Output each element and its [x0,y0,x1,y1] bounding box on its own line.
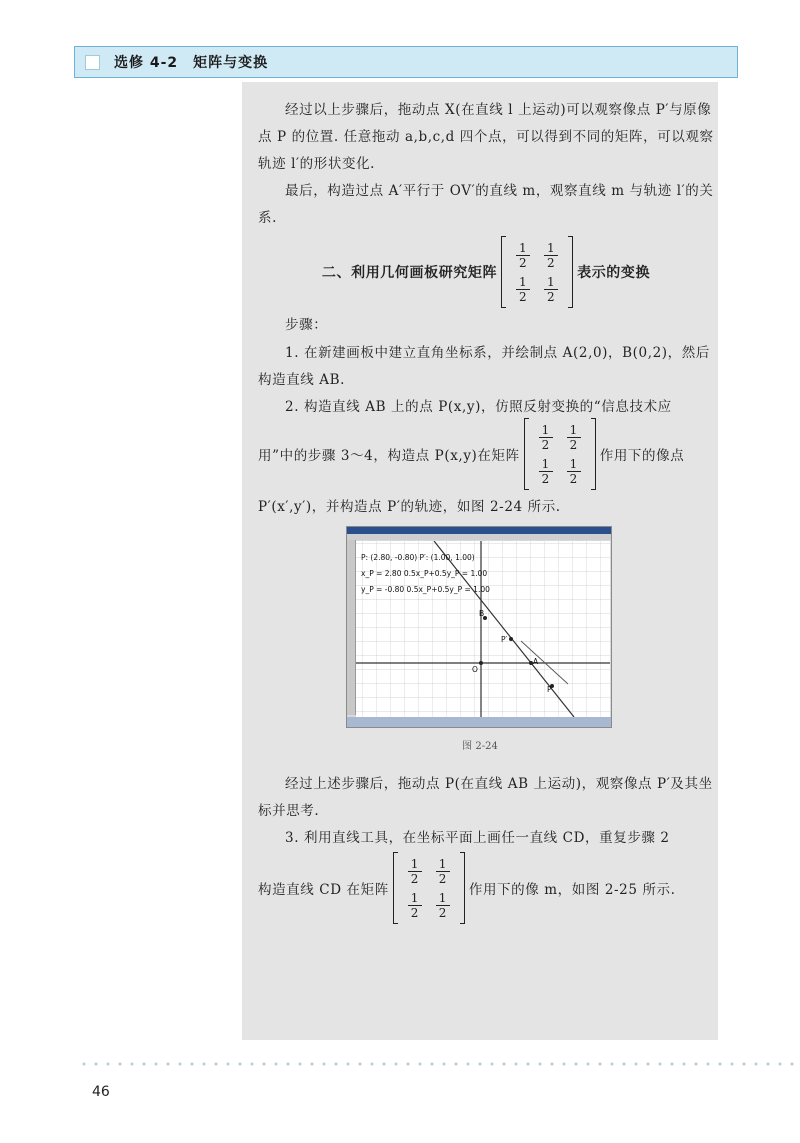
step-3-text-after-matrix: 作用下的像 m，如图 2-25 所示. [468,882,676,898]
matrix-half-step3 [393,852,465,924]
page-number: 46 [92,1084,110,1100]
fig-menubar [347,534,611,540]
paragraph-1: 经过以上步骤后，拖动点 X(在直线 l 上运动)可以观察像点 P′与原像点 P 的位置. 任意拖动 a,b,c,d 四个点，可以得到不同的矩阵，可以观察轨迹 l′的形状变化. [258,102,714,172]
step-3-line-2 [258,852,714,924]
step-2-line-2 [258,418,714,490]
matrix-entry: $\frac{1}{2}$ [539,457,553,486]
section-heading [258,236,714,308]
fig-point-Pprime [509,637,513,641]
fig-grid-svg [356,541,610,717]
matrix-entry: $\frac{1}{2}$ [544,275,558,304]
matrix-entry: $\frac{1}{2}$ [408,857,422,886]
matrix-entry: $\frac{1}{2}$ [516,275,530,304]
header-square-icon [85,55,100,70]
matrix-entry: $\frac{1}{2}$ [539,423,553,452]
matrix-half-heading [501,236,573,308]
fig-statusbar [347,717,611,727]
steps-label: 步骤： [285,317,328,333]
section-heading-text-after: 表示的变换 [577,265,651,281]
step-2-line-1: 2. 构造直线 AB 上的点 P(x,y)，仿照反射变换的“信息技术应 [285,399,672,415]
step-2-text-after-matrix: 作用下的像点 [599,448,685,464]
step-3-line-1: 3. 利用直线工具，在坐标平面上画任一直线 CD，重复步骤 2 [285,830,670,846]
matrix-entry: $\frac{1}{2}$ [544,241,558,270]
after-figure-paragraph: 经过上述步骤后，拖动点 P(在直线 AB 上运动)，观察像点 P′及其坐标并思考. [258,776,713,819]
matrix-entry: $\frac{1}{2}$ [567,423,581,452]
matrix-entry: $\frac{1}{2}$ [436,857,450,886]
section-heading-text-before: 二、利用几何画板研究矩阵 [321,265,498,281]
fig-label-Pprime: P′ [501,635,508,644]
step-2-text-before-matrix: 用”中的步骤 3～4，构造点 P(x,y)在矩阵 [258,448,520,464]
matrix-half-step2 [524,418,596,490]
step-2-line-3: P′(x′,y′)，并构造点 P′的轨迹，如图 2-24 所示. [258,499,561,515]
matrix-right-bracket [460,852,465,924]
chapter-title: 选修 4-2 矩阵与变换 [114,55,269,71]
fig-readout-2: x_P = 2.80 0.5x_P+0.5y_P = 1.00 [361,569,488,578]
matrix-entry: $\frac{1}{2}$ [516,241,530,270]
fig-point-O [479,661,483,665]
fig-toolbox [347,540,356,715]
matrix-right-bracket [568,236,573,308]
footer-dotted-rule [78,1062,794,1066]
fig-grid [356,541,610,717]
geometry-sketchpad-screenshot [346,526,612,728]
fig-label-O: O [472,665,478,674]
fig-window-titlebar [347,527,611,534]
fig-readout-3: y_P = -0.80 0.5x_P+0.5y_P = 1.00 [361,585,490,594]
fig-readout-1: P: (2.80, -0.80) P′: (1.00, 1.00) [361,553,475,562]
fig-plot-area [356,541,610,717]
figure-caption: 图 2-24 [462,741,498,752]
fig-label-B: B [479,609,485,618]
chapter-header-bar [74,46,738,78]
matrix-entry: $\frac{1}{2}$ [436,891,450,920]
fig-label-A: A [533,657,539,666]
matrix-right-bracket [591,418,596,490]
matrix-entry: $\frac{1}{2}$ [408,891,422,920]
step-1: 1. 在新建画板中建立直角坐标系，并绘制点 A(2,0)，B(0,2)，然后构造直线 AB. [258,345,710,388]
matrix-entry: $\frac{1}{2}$ [567,457,581,486]
paragraph-2: 最后，构造过点 A′平行于 OV′的直线 m，观察直线 m 与轨迹 l′的关系. [258,183,714,226]
fig-label-P: P [547,685,552,694]
step-3-text-before-matrix: 构造直线 CD 在矩阵 [258,882,389,898]
